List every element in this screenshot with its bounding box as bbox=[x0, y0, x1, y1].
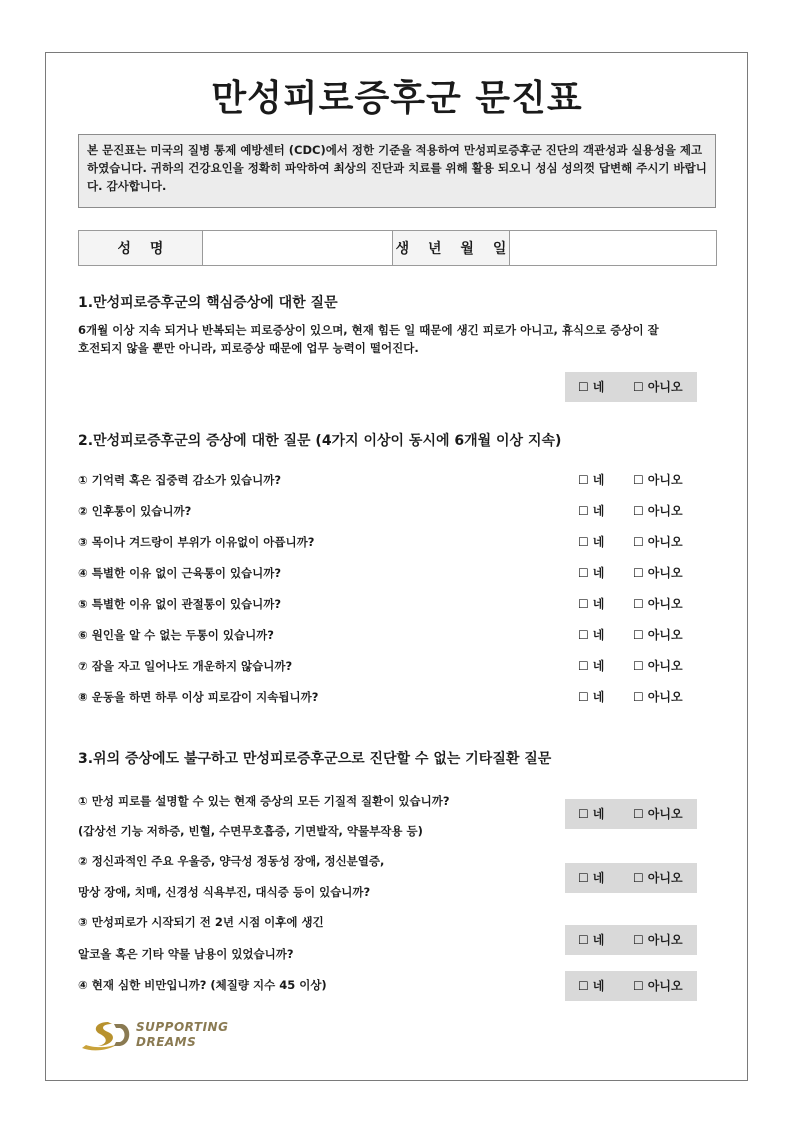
name-label: 성 명 bbox=[79, 231, 203, 266]
checkbox-icon: ☐ bbox=[633, 380, 644, 394]
no-option[interactable] bbox=[633, 372, 683, 402]
no-label: 아니오 bbox=[647, 473, 683, 487]
yes-label: 네 bbox=[592, 504, 605, 518]
checkbox-icon: ☐ bbox=[578, 380, 589, 394]
yes-label: 네 bbox=[592, 628, 605, 642]
section1-title: 1.만성피로증후군의 핵심증상에 대한 질문 bbox=[78, 295, 338, 311]
no-option[interactable] bbox=[633, 620, 683, 650]
yes-option[interactable] bbox=[578, 971, 604, 1001]
no-option[interactable] bbox=[633, 799, 683, 829]
section3-title: 3.위의 증상에도 불구하고 만성피로증후군으로 진단할 수 없는 기타질환 질문 bbox=[78, 751, 552, 767]
question-3-4: ④ 현재 심한 비만입니까? (체질량 지수 45 이상) bbox=[78, 978, 327, 992]
checkbox-icon: ☐ bbox=[633, 871, 644, 885]
checkbox-icon: ☐ bbox=[578, 933, 589, 947]
checkbox-icon: ☐ bbox=[633, 659, 644, 673]
no-option[interactable] bbox=[633, 925, 683, 955]
no-label: 아니오 bbox=[647, 380, 683, 394]
question-2-7: ⑦ 잠을 자고 일어나도 개운하지 않습니까? bbox=[78, 659, 293, 673]
checkbox-icon: ☐ bbox=[578, 871, 589, 885]
question-2-5: ⑤ 특별한 이유 없이 관절통이 있습니까? bbox=[78, 597, 282, 611]
yes-option[interactable] bbox=[578, 651, 604, 681]
answer-options-2-6 bbox=[565, 620, 697, 650]
question-3-2-line1: ② 정신과적인 주요 우울증, 양극성 정동성 장애, 정신분열증, bbox=[78, 854, 385, 868]
logo-line1: SUPPORTING bbox=[136, 1020, 229, 1034]
checkbox-icon: ☐ bbox=[578, 659, 589, 673]
supporting-dreams-logo bbox=[78, 1018, 238, 1058]
dob-field[interactable] bbox=[510, 231, 717, 266]
yes-label: 네 bbox=[592, 380, 605, 394]
checkbox-icon: ☐ bbox=[633, 979, 644, 993]
no-label: 아니오 bbox=[647, 933, 683, 947]
yes-label: 네 bbox=[592, 871, 605, 885]
no-option[interactable] bbox=[633, 558, 683, 588]
yes-option[interactable] bbox=[578, 925, 604, 955]
yes-label: 네 bbox=[592, 473, 605, 487]
checkbox-icon: ☐ bbox=[633, 807, 644, 821]
question-2-1: ① 기억력 혹은 집중력 감소가 있습니까? bbox=[78, 473, 282, 487]
yes-label: 네 bbox=[592, 690, 605, 704]
checkbox-icon: ☐ bbox=[633, 566, 644, 580]
yes-option[interactable] bbox=[578, 589, 604, 619]
no-label: 아니오 bbox=[647, 566, 683, 580]
question-2-8: ⑧ 운동을 하면 하루 이상 피로감이 지속됩니까? bbox=[78, 690, 319, 704]
yes-label: 네 bbox=[592, 566, 605, 580]
checkbox-icon: ☐ bbox=[578, 535, 589, 549]
checkbox-icon: ☐ bbox=[578, 690, 589, 704]
no-option[interactable] bbox=[633, 496, 683, 526]
no-label: 아니오 bbox=[647, 597, 683, 611]
question-2-6: ⑥ 원인을 알 수 없는 두통이 있습니까? bbox=[78, 628, 274, 642]
yes-label: 네 bbox=[592, 597, 605, 611]
checkbox-icon: ☐ bbox=[578, 628, 589, 642]
yes-option[interactable] bbox=[578, 496, 604, 526]
answer-options-2-2 bbox=[565, 496, 697, 526]
yes-label: 네 bbox=[592, 535, 605, 549]
answer-options-2-1 bbox=[565, 465, 697, 495]
no-option[interactable] bbox=[633, 589, 683, 619]
answer-options-2-3 bbox=[565, 527, 697, 557]
yes-label: 네 bbox=[592, 659, 605, 673]
answer-options-3-4 bbox=[565, 971, 697, 1001]
yes-label: 네 bbox=[592, 979, 605, 993]
no-label: 아니오 bbox=[647, 535, 683, 549]
checkbox-icon: ☐ bbox=[578, 504, 589, 518]
yes-option[interactable] bbox=[578, 799, 604, 829]
no-label: 아니오 bbox=[647, 807, 683, 821]
yes-option[interactable] bbox=[578, 558, 604, 588]
answer-options-2-7 bbox=[565, 651, 697, 681]
dob-label: 생 년 월 일 bbox=[393, 231, 510, 266]
yes-label: 네 bbox=[592, 933, 605, 947]
question-2-4: ④ 특별한 이유 없이 근육통이 있습니까? bbox=[78, 566, 282, 580]
answer-options-2-5 bbox=[565, 589, 697, 619]
id-table bbox=[78, 230, 717, 266]
no-label: 아니오 bbox=[647, 690, 683, 704]
checkbox-icon: ☐ bbox=[578, 807, 589, 821]
answer-options-1 bbox=[565, 372, 697, 402]
no-option[interactable] bbox=[633, 527, 683, 557]
checkbox-icon: ☐ bbox=[633, 535, 644, 549]
yes-label: 네 bbox=[592, 807, 605, 821]
no-label: 아니오 bbox=[647, 628, 683, 642]
question-3-3-line1: ③ 만성피로가 시작되기 전 2년 시점 이후에 생긴 bbox=[78, 915, 324, 929]
no-label: 아니오 bbox=[647, 871, 683, 885]
section2-title: 2.만성피로증후군의 증상에 대한 질문 (4가지 이상이 동시에 6개월 이상 지속) bbox=[78, 433, 562, 449]
answer-options-3-2 bbox=[565, 863, 697, 893]
no-option[interactable] bbox=[633, 682, 683, 712]
answer-options-3-3 bbox=[565, 925, 697, 955]
checkbox-icon: ☐ bbox=[633, 597, 644, 611]
yes-option[interactable] bbox=[578, 527, 604, 557]
logo-line2: DREAMS bbox=[136, 1035, 197, 1049]
page-title: 만성피로증후군 문진표 bbox=[211, 78, 583, 119]
question-3-2-line2: 망상 장애, 치매, 신경성 식욕부진, 대식증 등이 있습니까? bbox=[78, 885, 371, 899]
section1-line1: 6개월 이상 지속 되거나 반복되는 피로증상이 있으며, 현재 힘든 일 때문에 생긴 피로가 아니고, 휴식으로 증상이 잘 bbox=[78, 323, 659, 337]
question-3-1-line2: (갑상선 기능 저하증, 빈혈, 수면무호흡증, 기면발작, 약물부작용 등) bbox=[78, 824, 423, 838]
no-label: 아니오 bbox=[647, 979, 683, 993]
intro-box: 본 문진표는 미국의 질병 통제 예방센터 (CDC)에서 정한 기준을 적용하여 만성피로증후군 진단의 객관성과 실용성을 제고하였습니다. 귀하의 건강요인을 정확히 파악하여 최상의 진단과 치료를 위해 활용 되오니 성심 성의껏 답변해 주시기 바랍니다. 감사합니다. bbox=[78, 134, 716, 208]
no-option[interactable] bbox=[633, 651, 683, 681]
no-label: 아니오 bbox=[647, 504, 683, 518]
checkbox-icon: ☐ bbox=[633, 628, 644, 642]
checkbox-icon: ☐ bbox=[578, 979, 589, 993]
answer-options-2-8 bbox=[565, 682, 697, 712]
question-2-3: ③ 목이나 겨드랑이 부위가 이유없이 아픕니까? bbox=[78, 535, 315, 549]
question-3-1-line1: ① 만성 피로를 설명할 수 있는 현재 증상의 모든 기질적 질환이 있습니까? bbox=[78, 794, 450, 808]
logo-text bbox=[136, 1020, 228, 1050]
no-label: 아니오 bbox=[647, 659, 683, 673]
yes-option[interactable] bbox=[578, 465, 604, 495]
question-2-2: ② 인후통이 있습니까? bbox=[78, 504, 192, 518]
no-option[interactable] bbox=[633, 863, 683, 893]
question-3-3-line2: 알코올 혹은 기타 약물 남용이 있었습니까? bbox=[78, 947, 294, 961]
logo-mark-icon bbox=[78, 1018, 134, 1056]
yes-option[interactable] bbox=[578, 682, 604, 712]
name-field[interactable] bbox=[203, 231, 393, 266]
checkbox-icon: ☐ bbox=[578, 597, 589, 611]
checkbox-icon: ☐ bbox=[578, 473, 589, 487]
checkbox-icon: ☐ bbox=[633, 504, 644, 518]
section1-line2: 호전되지 않을 뿐만 아니라, 피로증상 때문에 업무 능력이 떨어진다. bbox=[78, 341, 419, 355]
yes-option[interactable] bbox=[578, 863, 604, 893]
no-option[interactable] bbox=[633, 465, 683, 495]
checkbox-icon: ☐ bbox=[633, 933, 644, 947]
checkbox-icon: ☐ bbox=[578, 566, 589, 580]
answer-options-3-1 bbox=[565, 799, 697, 829]
yes-option[interactable] bbox=[578, 620, 604, 650]
checkbox-icon: ☐ bbox=[633, 473, 644, 487]
no-option[interactable] bbox=[633, 971, 683, 1001]
answer-options-2-4 bbox=[565, 558, 697, 588]
yes-option[interactable] bbox=[578, 372, 604, 402]
checkbox-icon: ☐ bbox=[633, 690, 644, 704]
